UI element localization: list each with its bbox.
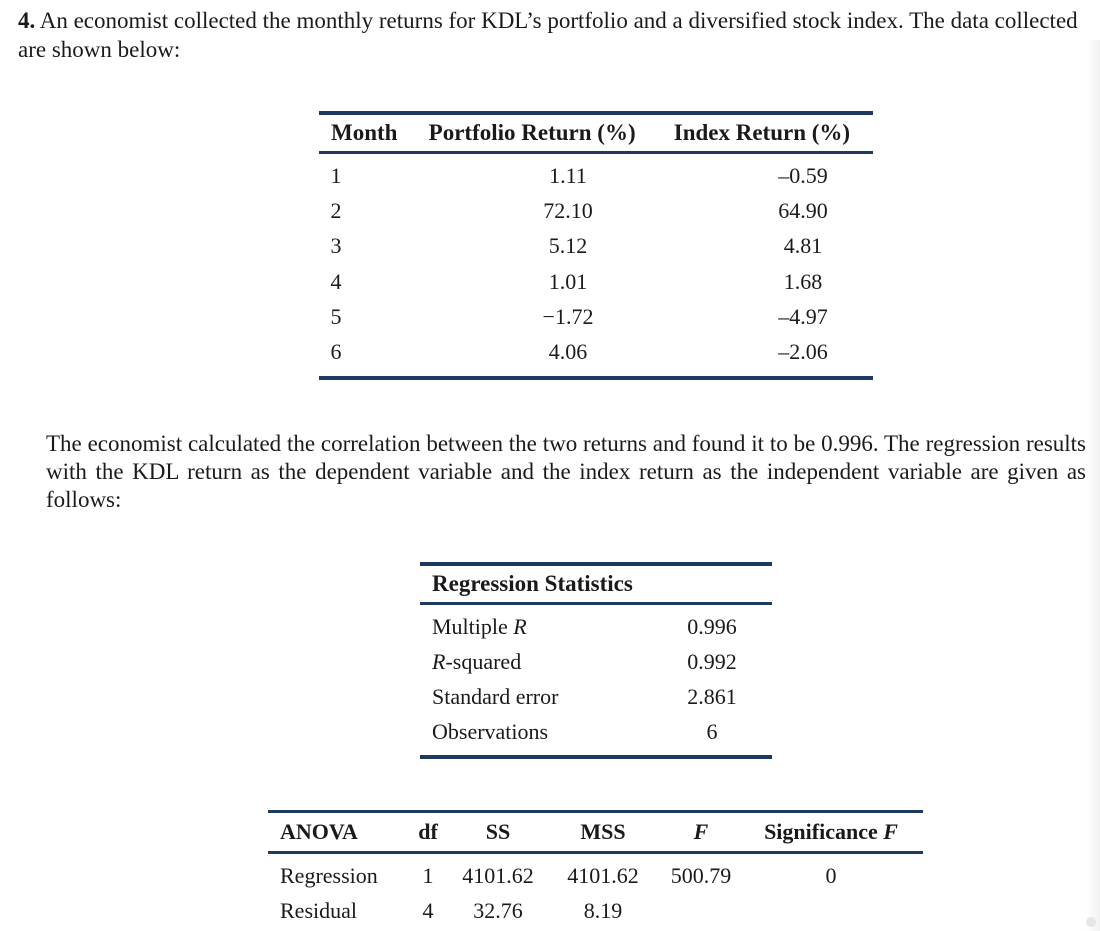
index-return-cell: –0.59 [778,162,828,188]
table-row [319,158,873,193]
stat-label-suffix: -squared [445,648,522,674]
portfolio-return-cell: 4.06 [548,339,588,365]
stat-label-italic: R [432,648,446,674]
stat-value: 6 [706,718,718,744]
stat-label-text: Observations [432,718,549,744]
header-significance-f [746,819,916,845]
portfolio-return-cell: 1.11 [549,162,587,188]
stat-value: 0.996 [687,613,737,639]
stat-label-text: Standard error [432,683,559,709]
question-intro-text: An economist collected the monthly returns for KDL’s portfolio and a diversified stock index. The data collected are shown below: [18,8,1078,62]
table-row [319,229,873,264]
regression-statistics-table [420,562,772,759]
table-row [319,193,873,228]
table-row [319,334,873,369]
month-cell: 4 [330,268,342,294]
stat-label-text: Multiple [432,613,514,639]
table-row [420,644,772,679]
question-paragraph-2: The economist calculated the correlation between the two returns and found it to be 0.996. The regression results with the KDL return as the dependent variable and the index return as the independent variable are given as follows: [46,431,1086,512]
regression-statistics-title: Regression Statistics [432,571,633,596]
scrollbar-track[interactable] [1086,40,1100,931]
index-return-cell: –4.97 [778,303,828,329]
header-significance-f-letter: F [883,819,898,844]
stat-label-italic: R [513,613,527,639]
stat-label [420,614,672,640]
header-month: Month [331,120,398,145]
df-cell: 4 [422,897,434,923]
stat-value: 0.992 [687,648,737,674]
header-portfolio-return: Portfolio Return (%) [428,120,636,145]
df-cell: 1 [422,862,434,888]
index-return-cell: 4.81 [783,233,823,259]
month-cell: 2 [330,197,342,223]
ss-cell: 4101.62 [462,862,534,888]
header-index-return: Index Return (%) [673,120,851,145]
index-return-cell: 1.68 [783,268,823,294]
table-row [420,714,772,749]
stat-label [420,649,672,675]
index-return-cell: 64.90 [778,197,828,223]
stat-value: 2.861 [687,683,737,709]
header-anova: ANOVA [280,819,358,844]
returns-table-body [319,154,873,376]
table-row [268,893,923,928]
header-mss: MSS [580,819,626,844]
anova-header [268,813,923,851]
stat-label [420,719,672,745]
table-row [319,299,873,334]
month-cell: 5 [330,303,342,329]
table-row [268,858,923,893]
header-significance-label: Significance [764,819,884,844]
portfolio-return-cell: 5.12 [548,233,588,259]
mss-cell: 4101.62 [567,862,639,888]
regression-statistics-body [420,605,772,755]
table-row [420,679,772,714]
significance-f-cell: 0 [825,862,837,888]
stat-label [420,684,672,710]
table-rule [420,755,772,759]
month-cell: 1 [330,162,342,188]
mss-cell: 8.19 [583,897,623,923]
month-cell: 3 [330,233,342,259]
f-cell: 500.79 [670,862,732,888]
table-row [420,609,772,644]
source-cell: Regression [280,862,378,888]
question-intro [18,6,1080,64]
returns-table-header [319,115,873,151]
table-rule [319,376,873,380]
ss-cell: 32.76 [473,897,523,923]
source-cell: Residual [280,897,357,923]
portfolio-return-cell: 1.01 [548,268,588,294]
portfolio-return-cell: 72.10 [543,197,593,223]
month-cell: 6 [330,339,342,365]
index-return-cell: –2.06 [778,339,828,365]
question-number: 4. [18,8,36,33]
portfolio-return-cell: −1.72 [542,303,594,329]
header-f: F [693,819,709,844]
resize-handle[interactable] [1086,917,1096,927]
anova-table [268,810,923,928]
header-ss: SS [485,819,511,844]
table-row [319,264,873,299]
returns-table [319,111,873,380]
header-df: df [418,819,438,844]
anova-body [268,854,923,928]
